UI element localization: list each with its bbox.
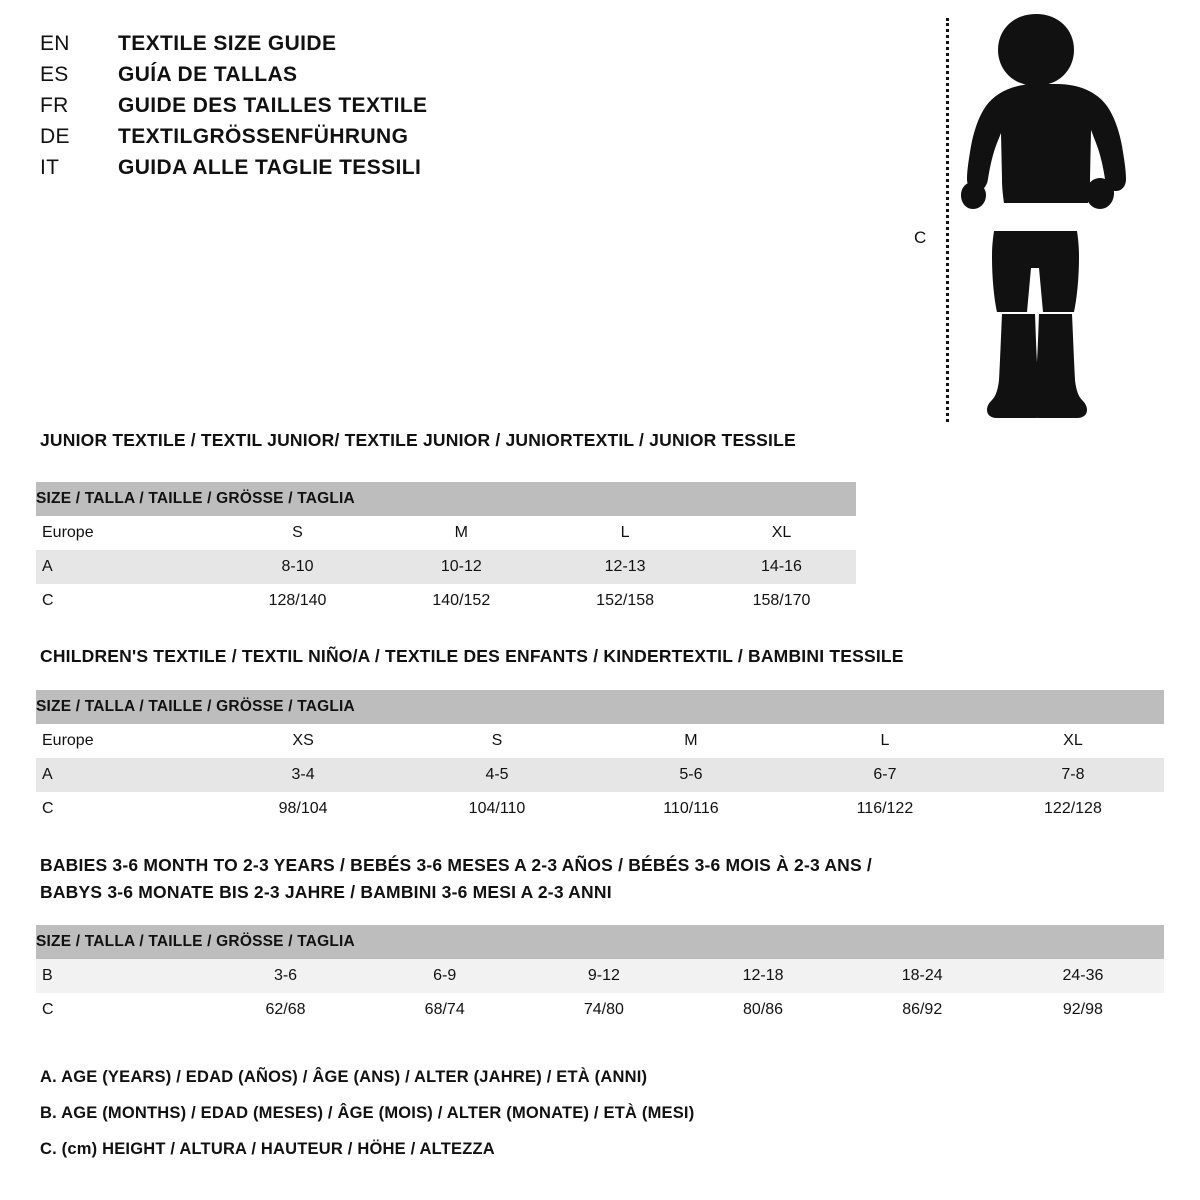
table-junior-band: SIZE / TALLA / TAILLE / GRÖSSE / TAGLIA [36,482,856,516]
section-heading-junior: JUNIOR TEXTILE / TEXTIL JUNIOR/ TEXTILE JUNIOR / JUNIORTEXTIL / JUNIOR TESSILE [40,430,796,450]
title-row-en [40,32,860,63]
cell-b-2: 9-12 [524,959,683,993]
cell-europe-1: S [400,724,594,758]
cell-europe-0: S [216,516,380,550]
cell-a-0: 3-4 [206,758,400,792]
section-heading-babies [40,855,872,903]
cell-a-2: 5-6 [594,758,788,792]
table-babies-band: SIZE / TALLA / TAILLE / GRÖSSE / TAGLIA [36,925,1164,959]
cell-c-0: 98/104 [206,792,400,826]
table-row [36,993,1164,1027]
cell-c-2: 74/80 [524,993,683,1027]
title-lang-en: EN [40,32,70,55]
cell-b-5: 24-36 [1002,959,1164,993]
table-row [36,584,856,618]
figure-area [900,10,1160,430]
cell-c-4: 122/128 [982,792,1164,826]
cell-c-1: 68/74 [365,993,524,1027]
cell-b-1: 6-9 [365,959,524,993]
cell-a-1: 10-12 [379,550,543,584]
cell-b-0: 3-6 [206,959,365,993]
title-row-de [40,125,860,156]
cell-europe-2: M [594,724,788,758]
row-label-c: C [36,993,206,1027]
cell-c-4: 86/92 [843,993,1002,1027]
row-label-b: B [36,959,206,993]
cell-c-2: 110/116 [594,792,788,826]
title-text-de: TEXTILGRÖSSENFÜHRUNG [118,125,409,148]
table-row [36,724,1164,758]
table-babies [36,925,1164,1027]
table-children-band-row [36,690,1164,724]
title-lang-es: ES [40,63,69,86]
title-row-it [40,156,860,187]
cell-c-3: 158/170 [707,584,856,618]
cell-europe-0: XS [206,724,400,758]
section-heading-babies-line2: BABYS 3-6 MONATE BIS 2-3 JAHRE / BAMBINI 3-6 MESI A 2-3 ANNI [40,882,612,902]
title-text-fr: GUIDE DES TAILLES TEXTILE [118,94,428,117]
cell-b-3: 12-18 [683,959,842,993]
cell-europe-3: XL [707,516,856,550]
child-silhouette-icon [940,10,1140,425]
row-label-c: C [36,792,206,826]
title-lang-it: IT [40,156,60,179]
title-text-es: GUÍA DE TALLAS [118,63,298,86]
title-row-fr [40,94,860,125]
row-label-a: A [36,758,206,792]
table-babies-band-row [36,925,1164,959]
title-row-es [40,63,860,94]
title-lang-fr: FR [40,94,69,117]
cell-c-0: 128/140 [216,584,380,618]
table-children-band: SIZE / TALLA / TAILLE / GRÖSSE / TAGLIA [36,690,1164,724]
table-junior-band-row [36,482,856,516]
cell-a-2: 12-13 [543,550,707,584]
legend-line-b: B. AGE (MONTHS) / EDAD (MESES) / ÂGE (MOIS) / ALTER (MONATE) / ETÀ (MESI) [40,1104,695,1122]
cell-a-3: 14-16 [707,550,856,584]
cell-europe-3: L [788,724,982,758]
cell-europe-2: L [543,516,707,550]
language-titles [40,32,860,187]
cell-c-1: 140/152 [379,584,543,618]
cell-c-0: 62/68 [206,993,365,1027]
section-heading-children: CHILDREN'S TEXTILE / TEXTIL NIÑO/A / TEXTILE DES ENFANTS / KINDERTEXTIL / BAMBINI TESSILE [40,646,904,666]
row-label-a: A [36,550,216,584]
cell-c-2: 152/158 [543,584,707,618]
cell-c-3: 80/86 [683,993,842,1027]
height-measure-label: C [914,228,927,247]
cell-a-4: 7-8 [982,758,1164,792]
cell-c-3: 116/122 [788,792,982,826]
section-heading-babies-line1: BABIES 3-6 MONTH TO 2-3 YEARS / BEBÉS 3-6 MESES A 2-3 AÑOS / BÉBÉS 3-6 MOIS À 2-3 ANS / [40,855,872,875]
cell-a-0: 8-10 [216,550,380,584]
cell-europe-4: XL [982,724,1164,758]
row-label-europe: Europe [36,724,206,758]
legend [40,1068,694,1176]
table-row [36,792,1164,826]
cell-a-3: 6-7 [788,758,982,792]
legend-line-a: A. AGE (YEARS) / EDAD (AÑOS) / ÂGE (ANS) / ALTER (JAHRE) / ETÀ (ANNI) [40,1068,648,1086]
cell-europe-1: M [379,516,543,550]
table-row [36,758,1164,792]
legend-line-c: C. (cm) HEIGHT / ALTURA / HAUTEUR / HÖHE / ALTEZZA [40,1140,495,1158]
row-label-europe: Europe [36,516,216,550]
cell-a-1: 4-5 [400,758,594,792]
table-junior [36,482,856,618]
cell-c-5: 92/98 [1002,993,1164,1027]
row-label-c: C [36,584,216,618]
title-lang-de: DE [40,125,70,148]
table-row [36,959,1164,993]
cell-c-1: 104/110 [400,792,594,826]
title-text-it: GUIDA ALLE TAGLIE TESSILI [118,156,422,179]
table-children [36,690,1164,826]
table-row [36,516,856,550]
table-row [36,550,856,584]
title-text-en: TEXTILE SIZE GUIDE [118,32,337,55]
cell-b-4: 18-24 [843,959,1002,993]
